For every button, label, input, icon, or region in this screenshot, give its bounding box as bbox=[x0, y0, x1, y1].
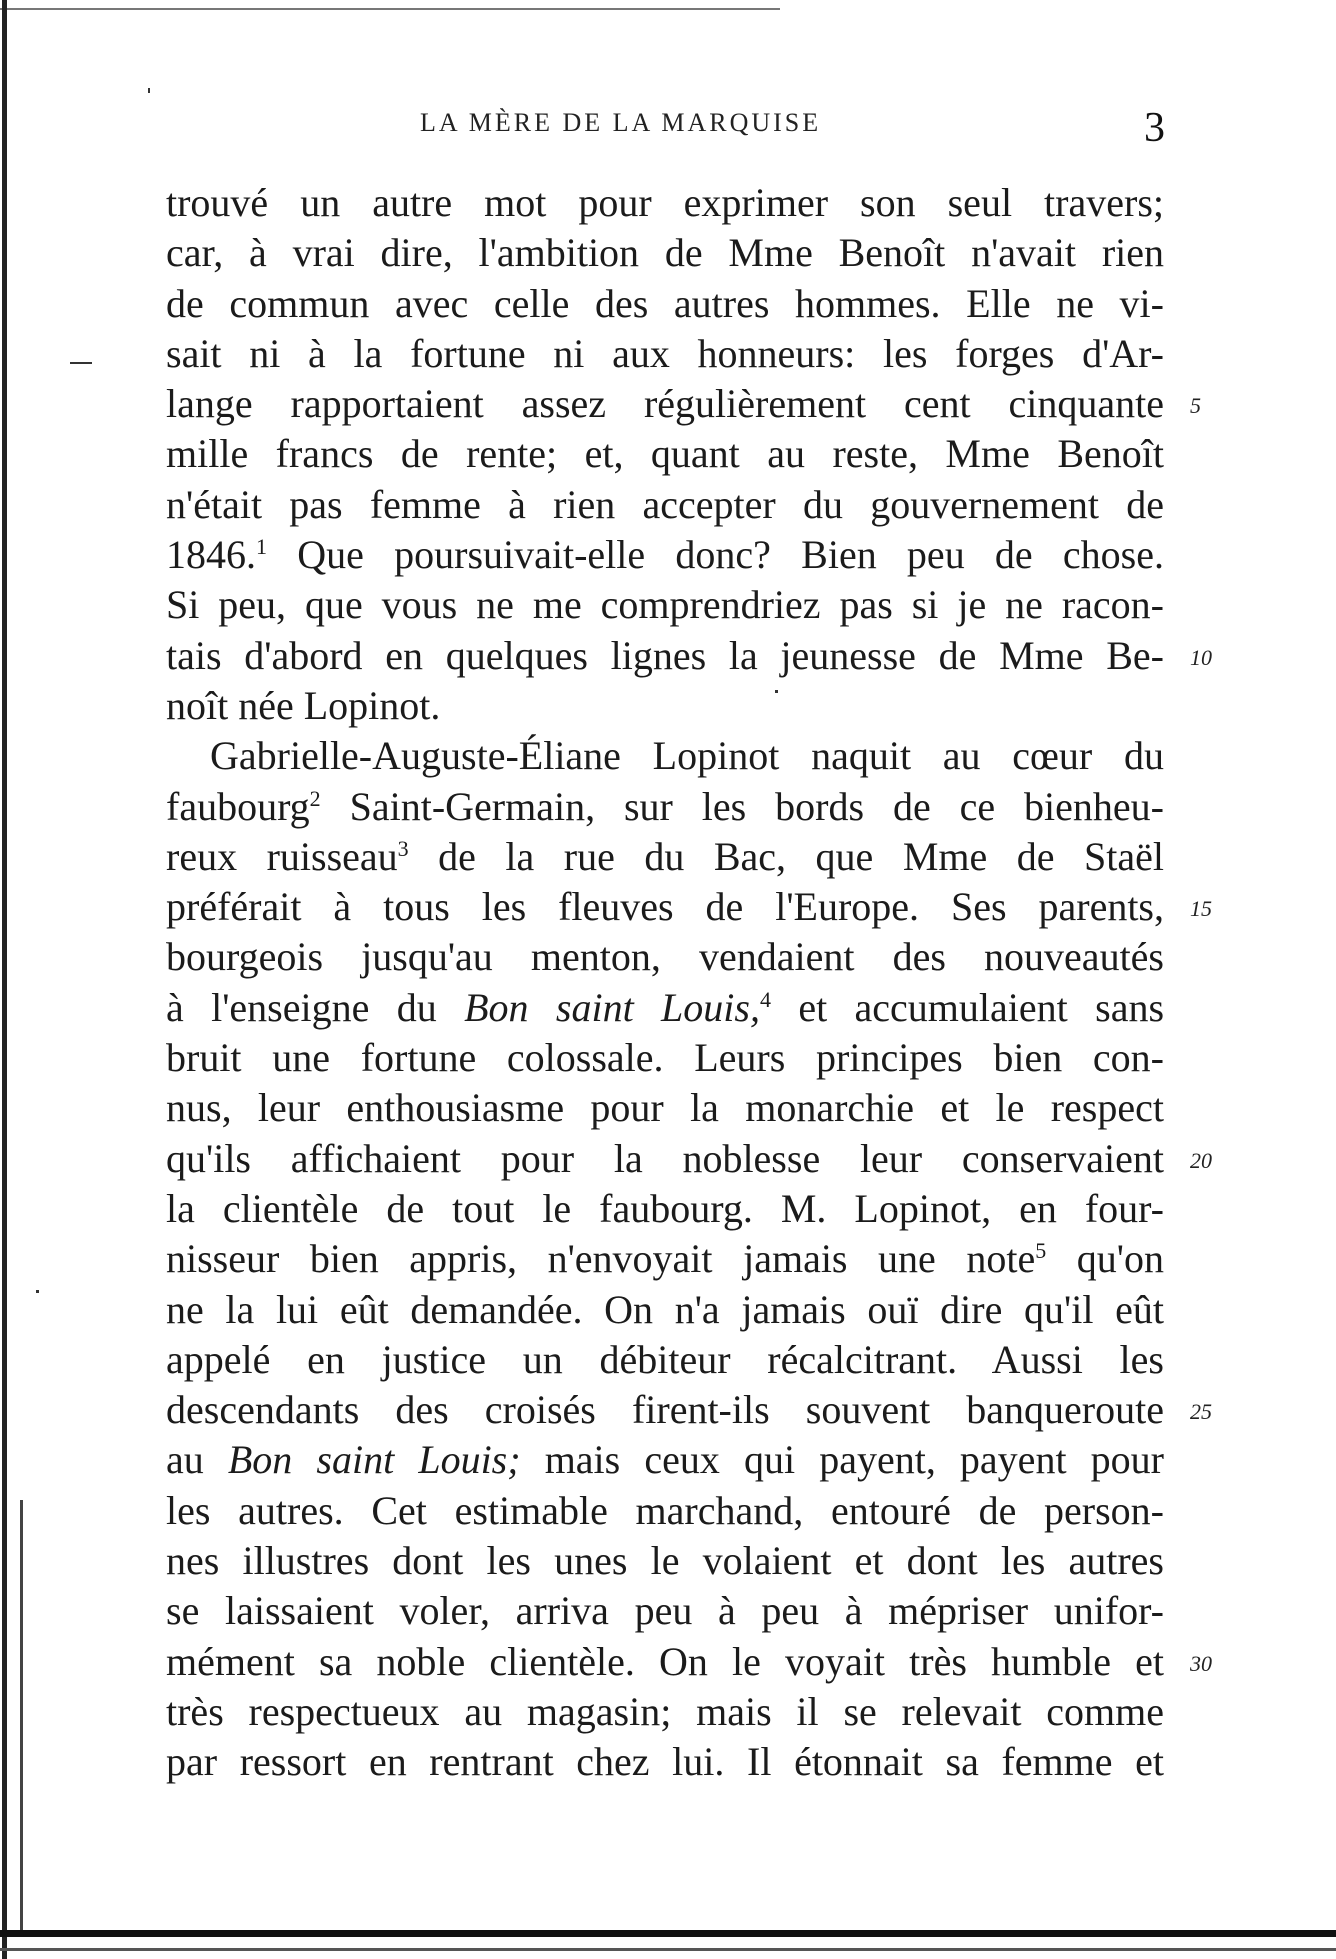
scan-speck bbox=[70, 362, 92, 364]
running-header: LA MÈRE DE LA MARQUISE bbox=[420, 108, 822, 137]
text-segment: nisseur bien appris, n'envoyait jamais une note bbox=[166, 1236, 1036, 1282]
text-line bbox=[166, 731, 1164, 781]
text-segment: trouvé un autre mot pour exprimer son seul travers; bbox=[166, 180, 1164, 225]
text-segment: Que poursuivait-elle donc? Bien peu de chose. bbox=[267, 532, 1164, 578]
text-segment: tais d'abord en quelques lignes la jeunesse de Mme Be- bbox=[166, 632, 1164, 678]
text-segment: les autres. Cet estimable marchand, entouré de person- bbox=[166, 1487, 1164, 1533]
text-segment: bruit une fortune colossale. Leurs principes bien con- bbox=[166, 1035, 1164, 1081]
italic-text: Bon saint Louis; bbox=[227, 1437, 521, 1483]
text-line bbox=[166, 429, 1164, 479]
footnote-marker: 5 bbox=[1035, 1238, 1047, 1264]
text-segment: qu'ils affichaient pour la noblesse leur conservaient bbox=[166, 1135, 1164, 1181]
text-segment: noît née Lopinot. bbox=[166, 682, 441, 728]
scan-edge-left bbox=[2, 0, 7, 1959]
text-segment: Saint-Germain, sur les bords de ce bienheu- bbox=[320, 783, 1164, 829]
body-text bbox=[166, 178, 1164, 1788]
line-number: 25 bbox=[1190, 1399, 1212, 1425]
text-line bbox=[166, 832, 1164, 882]
text-line bbox=[166, 1234, 1164, 1284]
text-line bbox=[166, 228, 1164, 278]
text-segment: nes illustres dont les unes le volaient et dont les autres bbox=[166, 1538, 1164, 1584]
text-line bbox=[166, 1335, 1164, 1385]
text-segment: par ressort en rentrant chez lui. Il étonnait sa femme et bbox=[166, 1739, 1164, 1785]
text-segment: mais ceux qui payent, payent pour bbox=[520, 1437, 1164, 1483]
text-segment: au bbox=[166, 1437, 228, 1483]
text-segment: qu'on bbox=[1046, 1236, 1164, 1282]
text-segment: nus, leur enthousiasme pour la monarchie et le respect bbox=[166, 1085, 1164, 1131]
line-number: 30 bbox=[1190, 1650, 1212, 1676]
line-number: 15 bbox=[1190, 896, 1212, 922]
scan-edge-left-inner bbox=[20, 1500, 23, 1930]
text-segment: de commun avec celle des autres hommes. Elle ne vi- bbox=[166, 280, 1164, 326]
text-segment: Gabrielle-Auguste-Éliane Lopinot naquit au cœur du bbox=[210, 733, 1164, 779]
scan-edge-bottom bbox=[0, 1930, 1336, 1937]
text-line bbox=[166, 580, 1164, 630]
text-line bbox=[166, 480, 1164, 530]
text-line bbox=[166, 782, 1164, 832]
line-number: 20 bbox=[1190, 1147, 1212, 1173]
text-line bbox=[166, 1385, 1164, 1435]
scan-speck bbox=[148, 88, 150, 93]
text-segment: très respectueux au magasin; mais il se relevait comme bbox=[166, 1688, 1164, 1734]
text-segment: appelé en justice un débiteur récalcitrant. Aussi les bbox=[166, 1336, 1164, 1382]
text-segment: mément sa noble clientèle. On le voyait très humble et bbox=[166, 1638, 1164, 1684]
text-segment: bourgeois jusqu'au menton, vendaient des nouveautés bbox=[166, 934, 1164, 980]
footnote-marker: 4 bbox=[759, 986, 771, 1012]
text-line bbox=[166, 1285, 1164, 1335]
page-number: 3 bbox=[1144, 105, 1165, 151]
text-line bbox=[166, 530, 1164, 580]
text-segment: 1846. bbox=[166, 532, 256, 578]
text-segment: sait ni à la fortune ni aux honneurs: les forges d'Ar- bbox=[166, 330, 1164, 376]
text-line bbox=[166, 1536, 1164, 1586]
text-line bbox=[166, 1486, 1164, 1536]
text-line bbox=[166, 932, 1164, 982]
italic-text: Bon saint Louis, bbox=[464, 984, 760, 1030]
scan-edge-top bbox=[0, 8, 780, 10]
text-line bbox=[166, 1586, 1164, 1636]
text-segment: descendants des croisés firent-ils souvent banqueroute bbox=[166, 1387, 1164, 1433]
footnote-marker: 1 bbox=[256, 534, 267, 560]
line-number: 5 bbox=[1190, 393, 1201, 419]
text-line bbox=[166, 1687, 1164, 1737]
text-line bbox=[166, 1435, 1164, 1485]
text-line bbox=[166, 983, 1164, 1033]
text-segment: n'était pas femme à rien accepter du gouvernement de bbox=[166, 481, 1164, 527]
text-segment: la clientèle de tout le faubourg. M. Lopinot, en four- bbox=[166, 1185, 1164, 1231]
scan-edge-bottom-inner bbox=[0, 1948, 1336, 1951]
text-segment: lange rapportaient assez régulièrement cent cinquante bbox=[166, 381, 1164, 427]
text-segment: préférait à tous les fleuves de l'Europe. Ses parents, bbox=[166, 884, 1164, 930]
text-segment: de la rue du Bac, que Mme de Staël bbox=[408, 833, 1164, 879]
text-line bbox=[166, 1083, 1164, 1133]
text-line bbox=[166, 279, 1164, 329]
text-segment: mille francs de rente; et, quant au reste, Mme Benoît bbox=[166, 431, 1164, 477]
text-segment: faubourg bbox=[166, 783, 310, 829]
line-number: 10 bbox=[1190, 644, 1212, 670]
text-segment: Si peu, que vous ne me comprendriez pas si je ne racon- bbox=[166, 582, 1164, 628]
text-segment: à l'enseigne du bbox=[166, 984, 465, 1030]
text-segment: se laissaient voler, arriva peu à peu à mépriser unifor- bbox=[166, 1588, 1164, 1634]
text-line bbox=[166, 1737, 1164, 1787]
text-segment: car, à vrai dire, l'ambition de Mme Benoît n'avait rien bbox=[166, 230, 1164, 276]
footnote-marker: 2 bbox=[309, 785, 321, 811]
text-line bbox=[166, 1033, 1164, 1083]
text-line bbox=[166, 882, 1164, 932]
text-line bbox=[166, 681, 1164, 731]
text-line bbox=[166, 631, 1164, 681]
scan-speck bbox=[36, 1290, 39, 1293]
text-line bbox=[166, 329, 1164, 379]
text-line bbox=[166, 1637, 1164, 1687]
text-segment: ne la lui eût demandée. On n'a jamais ouï dire qu'il eût bbox=[166, 1286, 1164, 1332]
text-segment: et accumulaient sans bbox=[770, 984, 1165, 1030]
text-segment: reux ruisseau bbox=[166, 833, 398, 879]
text-line bbox=[166, 379, 1164, 429]
text-line bbox=[166, 1134, 1164, 1184]
footnote-marker: 3 bbox=[397, 835, 409, 861]
text-line bbox=[166, 178, 1164, 228]
text-line bbox=[166, 1184, 1164, 1234]
